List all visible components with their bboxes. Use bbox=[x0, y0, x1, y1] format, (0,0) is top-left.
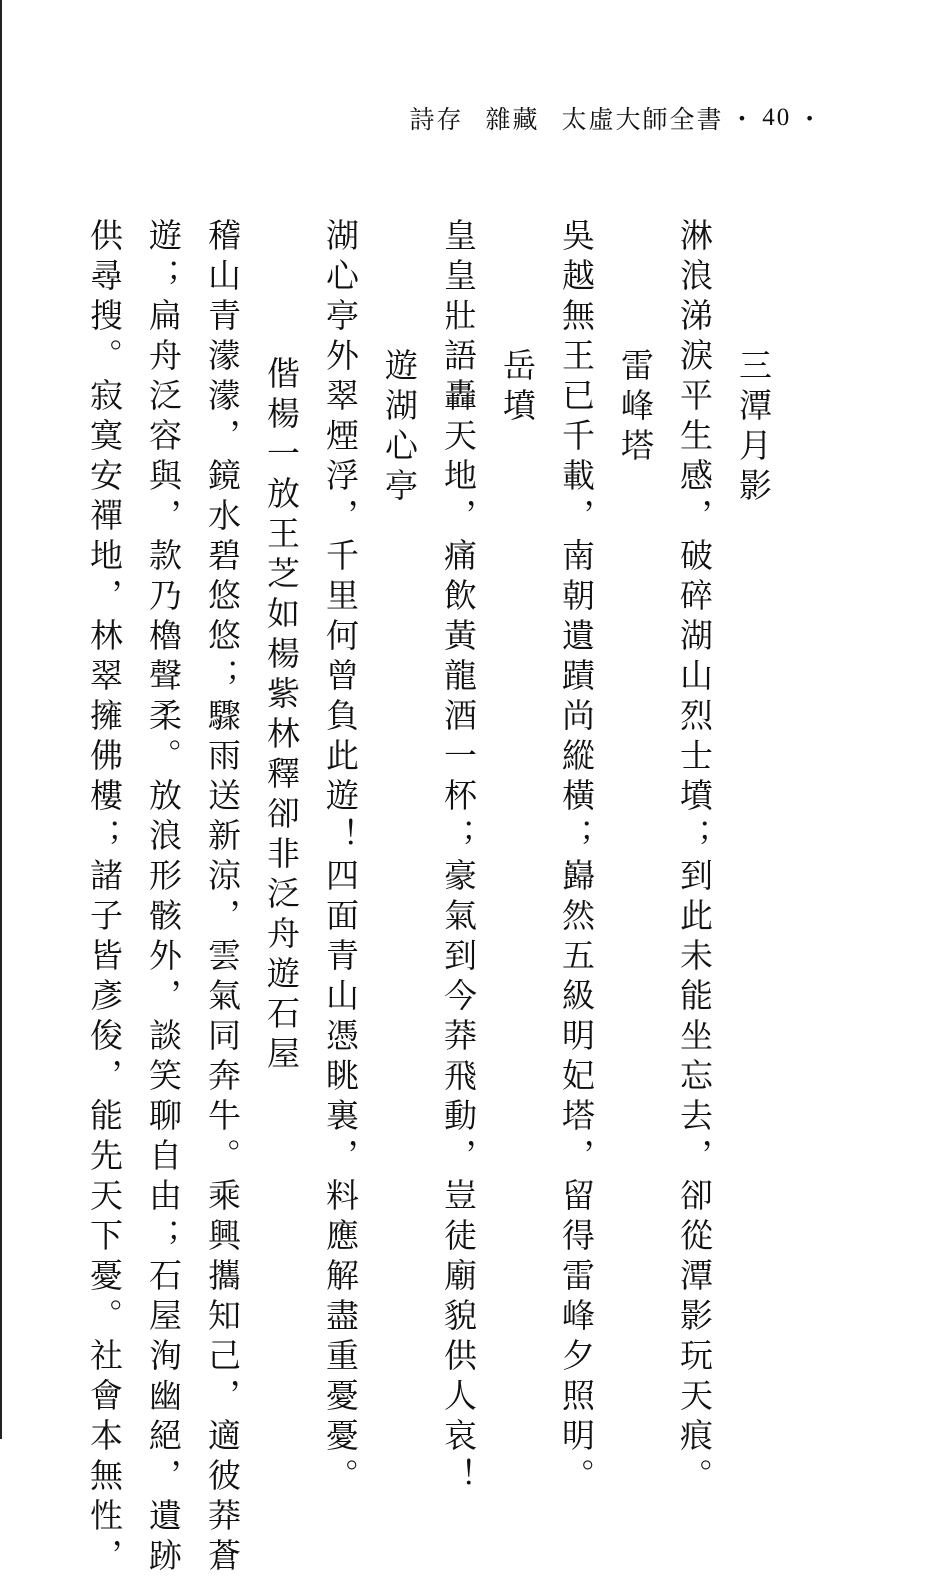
header-subsection: 詩存 bbox=[409, 105, 464, 134]
page-edge-line bbox=[0, 0, 2, 1439]
poem-line: 稽山青濛濛，鏡水碧悠悠；驟雨送新涼，雲氣同奔牛。乘興攜知己，適彼莽蒼 bbox=[203, 218, 242, 1578]
header-section: 雜藏 bbox=[485, 105, 540, 134]
poem-title: 岳墳 bbox=[498, 348, 537, 428]
poem-subtitle: 偕楊一放王芝如楊紫林釋卻非泛舟遊石屋 bbox=[262, 356, 301, 1076]
poem-title: 遊湖心亭 bbox=[380, 348, 419, 508]
poem-title: 雷峰塔 bbox=[616, 348, 655, 468]
poem-line: 吳越無王已千載，南朝遺蹟尚縱橫；巋然五級明妃塔，留得雷峰夕照明。 bbox=[557, 218, 596, 1498]
poem-line: 供尋搜。寂寞安禪地，林翠擁佛樓；諸子皆彥俊，能先天下憂。社會本無性， bbox=[85, 218, 124, 1578]
page-number: 40 bbox=[762, 104, 792, 131]
poem-title: 三潭月影 bbox=[734, 348, 773, 508]
vertical-text-body bbox=[62, 218, 773, 1578]
poem-line: 淋浪涕淚平生感，破碎湖山烈士墳；到此未能坐忘去，卻從潭影玩天痕。 bbox=[675, 218, 714, 1498]
poem-line: 皇皇壯語轟天地，痛飲黃龍酒一杯；豪氣到今莽飛動，豈徒廟貌供人哀！ bbox=[439, 218, 478, 1498]
header-book-title: 太虛大師全書 bbox=[561, 105, 724, 134]
poem-line: 遊；扁舟泛容與，款乃櫓聲柔。放浪形骸外，談笑聊自由；石屋洵幽絕，遺跡 bbox=[144, 218, 183, 1578]
poem-line: 湖心亭外翠煙浮，千里何曾負此遊！四面青山憑眺裏，料應解盡重憂憂。 bbox=[321, 218, 360, 1498]
running-header: 詩存 雜藏 太虛大師全書 · 40 · bbox=[410, 100, 830, 136]
